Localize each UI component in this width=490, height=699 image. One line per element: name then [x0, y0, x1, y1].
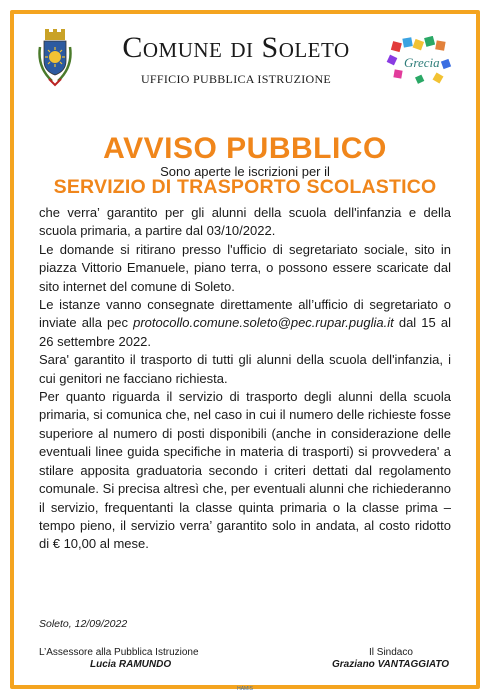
- pec-email-address: protocollo.comune.soleto@pec.rupar.puglia.it: [133, 315, 394, 331]
- assessore-name: Lucia RAMUNDO: [90, 659, 172, 670]
- paragraph-submission: [39, 296, 451, 351]
- notice-date: Soleto, 12/09/2022: [39, 618, 128, 630]
- service-title: SERVIZIO DI TRASPORTO SCOLASTICO: [53, 176, 437, 198]
- paragraph-primaria: Per quanto riguarda il servizio di trasporto degli alunni della scuola primaria, si comunica che, nel caso in cui il numero delle richieste fosse superiore al numero di posti disponibili (anche in considerazione delle eventuali linee guida specifiche in materia di trasporti) si provvedera' a stilare apposita graduatoria secondo i criteri dettati dal regolamento comunale. Si precisa altresì che, per eventuali alunni che richiederanno il servizio, frequentanti la classe quinta primaria o la classe prima – tempo pieno, il servizio verra’ garantito solo in andata, al costo ridotto di € 10,00 al mese.: [39, 389, 451, 552]
- printer-stamp: HAMIS: [237, 686, 253, 692]
- paragraph-forms: Le domande si ritirano presso l'ufficio di segretariato sociale, sito in piazza Vittorio Emanuele, piano terra, o possono essere scaricate dal sito internet del comune di Soleto.: [39, 241, 451, 294]
- notice-heading: AVVISO PUBBLICO: [103, 132, 387, 165]
- submission-text-after: dal 15 al 26 settembre 2022.: [39, 315, 451, 349]
- sindaco-name: Graziano VANTAGGIATO: [332, 659, 450, 670]
- municipal-crest-icon: [37, 29, 73, 87]
- sindaco-role: Il Sindaco: [369, 647, 413, 658]
- notice-body: [39, 204, 451, 554]
- submission-text-before: Le istanze vanno consegnate direttamente all’ufficio di segretariato o inviate alla pec: [39, 297, 451, 331]
- notice-intro: Sono aperte le iscrizioni per il: [160, 164, 330, 179]
- municipality-title: Comune di Soleto: [122, 31, 350, 64]
- paragraph-infanzia: Sara' garantito il trasporto di tutti gli alunni della scuola dell'infanzia, i cui genitori ne facciano richiesta.: [39, 352, 451, 386]
- grecia-logo-text: Grecia: [404, 55, 440, 70]
- office-subtitle: UFFICIO PUBBLICA ISTRUZIONE: [140, 72, 332, 86]
- paragraph-start-date: che verra’ garantito per gli alunni della scuola dell'infanzia e della scuola primaria, a partire dal 03/10/2022.: [39, 205, 451, 239]
- assessore-role: L’Assessore alla Pubblica Istruzione: [39, 647, 199, 658]
